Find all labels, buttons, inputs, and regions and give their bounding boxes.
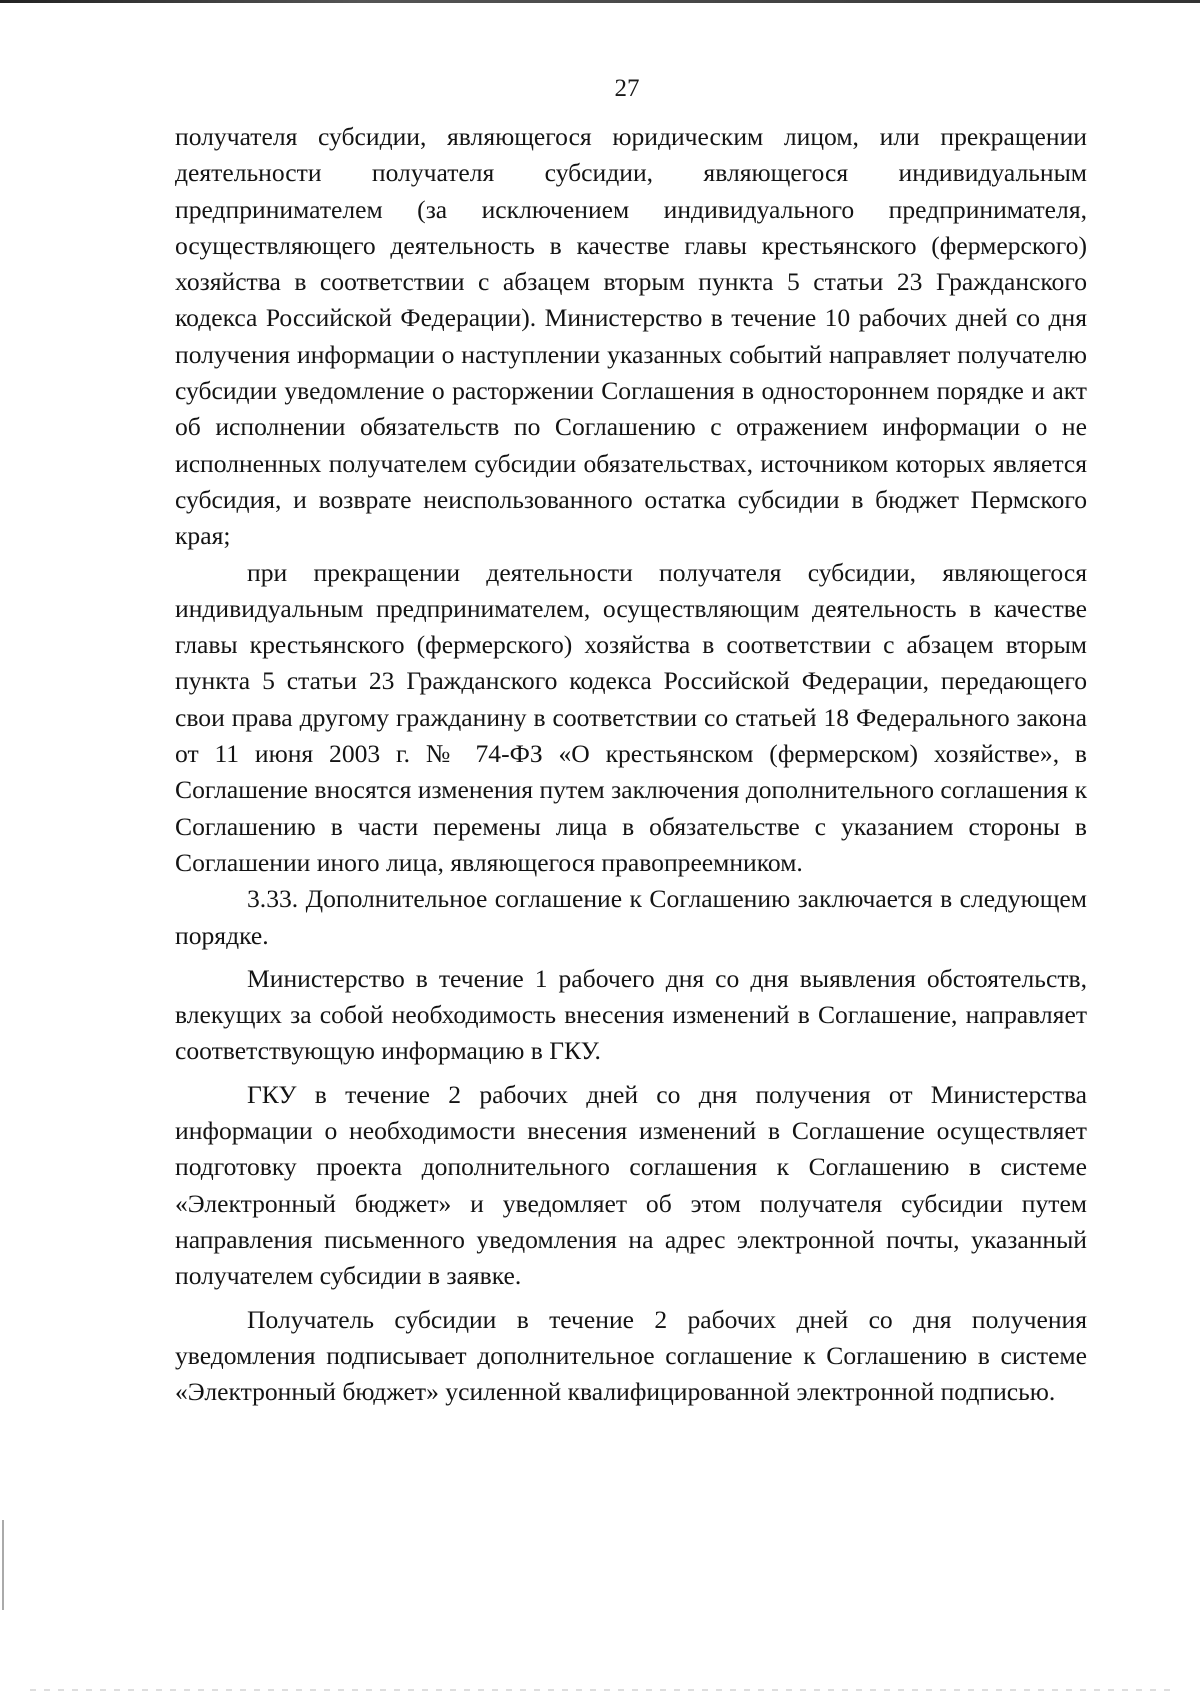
paragraph-gku: ГКУ в течение 2 рабочих дней со дня получения от Министерства информации о необходимости внесения изменений в Соглашение осуществляет подготовку проекта дополнительного соглашения к Соглашению в системе «Электронный бюджет» и уведомляет об этом получателя субсидии путем направления письменного уведомления на адрес электронной почты, указанный получателем субсидии в заявке. — [175, 1079, 1087, 1291]
paragraph-recipient: Получатель субсидии в течение 2 рабочих дней со дня получения уведомления подписывает дополнительное соглашение к Соглашению в системе «Электронный бюджет» усиленной квалифицированной электронной подписью. — [175, 1304, 1087, 1407]
document-body — [175, 119, 1087, 1410]
paragraph-termination-farm: при прекращении деятельности получателя субсидии, являющегося индивидуальным предпринимателем, осуществляющим деятельность в качестве главы крестьянского (фермерского) хозяйства в соответствии с абзацем вторым пункта 5 статьи 23 Гражданского кодекса Российской Федерации, передающего свои права другому гражданину в соответствии со статьей 18 Федерального закона от 11 июня 2003 г. № 74-ФЗ «О крестьянском (фермерском) хозяйстве», в Соглашение вносятся изменения путем заключения дополнительного соглашения к Соглашению в части перемены лица в обязательстве с указанием стороны в Соглашении иного лица, являющегося правопреемником. — [175, 557, 1087, 877]
page-number: 27 — [614, 75, 640, 102]
paragraph-continuation: получателя субсидии, являющегося юридическим лицом, или прекращении деятельности получателя субсидии, являющегося индивидуальным предпринимателем (за исключением индивидуального предпринимателя, осуществляющего деятельность в качестве главы крестьянского (фермерского) хозяйства в соответствии с абзацем вторым пункта 5 статьи 23 Гражданского кодекса Российской Федерации). Министерство в течение 10 рабочих дней со дня получения информации о наступлении указанных событий направляет получателю субсидии уведомление о расторжении Соглашения в одностороннем порядке и акт об исполнении обязательств по Соглашению с отражением информации о не исполненных получателем субсидии обязательствах, источником которых является субсидия, и возврате неиспользованного остатка субсидии в бюджет Пермского края; — [175, 122, 1087, 551]
paragraph-ministry: Министерство в течение 1 рабочего дня со дня выявления обстоятельств, влекущих за собой необходимость внесения изменений в Соглашение, направляет соответствующую информацию в ГКУ. — [175, 963, 1087, 1066]
paragraph-clause-3-33: 3.33. Дополнительное соглашение к Соглашению заключается в следующем порядке. — [175, 884, 1087, 950]
scan-margin-mark — [2, 1520, 4, 1610]
scan-bottom-noise — [30, 1689, 1170, 1691]
scan-top-edge — [0, 0, 1200, 3]
